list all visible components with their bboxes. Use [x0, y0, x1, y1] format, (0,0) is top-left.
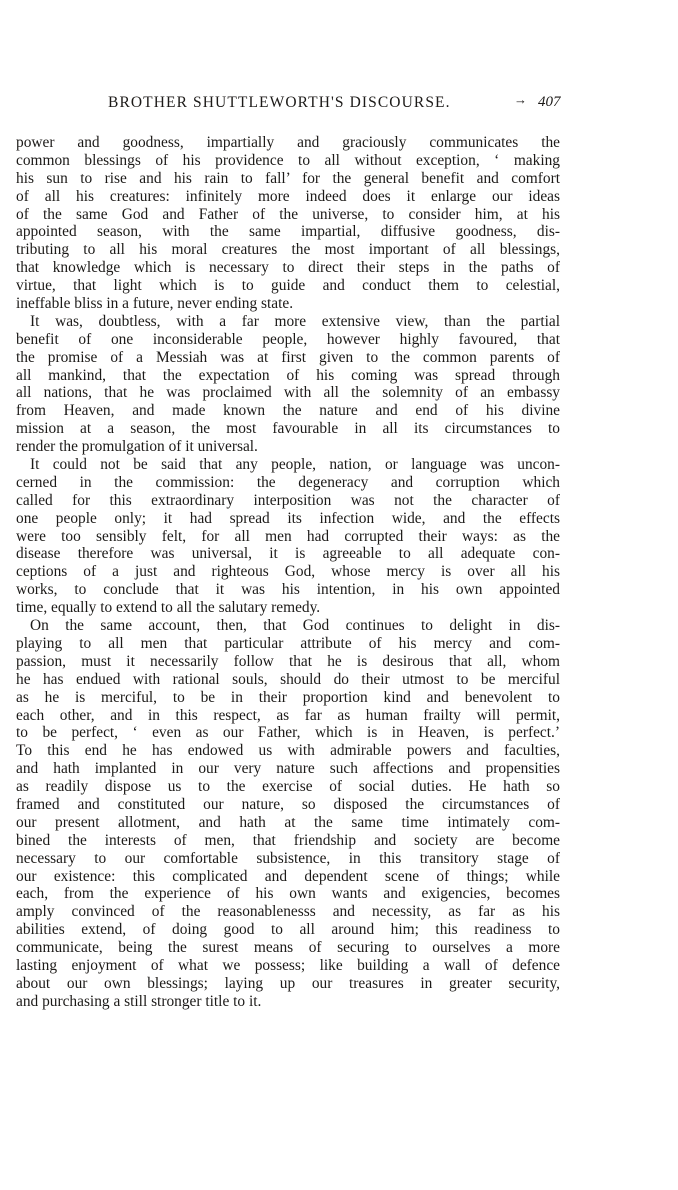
- paragraph-start-line: It was, doubtless, with a far more extensive view, than the partial: [30, 312, 560, 330]
- text-line: about our own blessings; laying up our treasures in greater security,: [16, 974, 560, 992]
- text-line: of the same God and Father of the universe, to consider him, at his: [16, 205, 560, 223]
- text-line: common blessings of his providence to all without exception, ‘ making: [16, 151, 560, 169]
- text-line: bined the interests of men, that friendship and society are become: [16, 831, 560, 849]
- text-line: the promise of a Messiah was at first given to the common parents of: [16, 348, 560, 366]
- text-line: that knowledge which is necessary to direct their steps in the paths of: [16, 259, 560, 277]
- text-line: his sun to rise and his rain to fall’ for the general benefit and comfort: [16, 169, 560, 187]
- text-line: To this end he has endowed us with admirable powers and faculties,: [16, 742, 560, 760]
- text-line: one people only; it had spread its infection wide, and the effects: [16, 509, 560, 527]
- text-line: tributing to all his moral creatures the most important of all blessings,: [16, 241, 560, 259]
- running-head-title: BROTHER SHUTTLEWORTH'S DISCOURSE.: [108, 94, 451, 111]
- paragraph-start-line: On the same account, then, that God continues to delight in dis-: [30, 617, 560, 635]
- text-line: framed and constituted our nature, so disposed the circumstances of: [16, 795, 560, 813]
- text-line: time, equally to extend to all the salutary remedy.: [16, 599, 321, 617]
- running-head: [108, 94, 568, 114]
- text-line: called for this extraordinary interposition was not the character of: [16, 491, 560, 509]
- text-line: our present allotment, and hath at the same time intimately com-: [16, 813, 560, 831]
- text-line: ineffable bliss in a future, never ending state.: [16, 295, 294, 313]
- text-line: of all his creatures: infinitely more indeed does it enlarge our ideas: [16, 187, 560, 205]
- text-line: power and goodness, impartially and graciously communicates the: [16, 134, 560, 151]
- text-line: as he is merciful, to be in their proportion kind and benevolent to: [16, 688, 560, 706]
- text-line: he has endued with rational souls, should do their utmost to be merciful: [16, 670, 560, 688]
- text-line: ceptions of a just and righteous God, whose mercy is over all his: [16, 563, 560, 581]
- text-line: mission at a season, the most favourable in all its circumstances to: [16, 420, 560, 438]
- text-line: all mankind, that the expectation of his coming was spread through: [16, 366, 560, 384]
- text-line: each other, and in this respect, as far as human frailty will permit,: [16, 706, 560, 724]
- text-line: passion, must it necessarily follow that he is desirous that all, whom: [16, 652, 560, 670]
- text-line: cerned in the commission: the degeneracy and corruption which: [16, 473, 560, 491]
- text-line: works, to conclude that it was his intention, in his own appointed: [16, 581, 560, 599]
- text-line: disease therefore was universal, it is agreeable to all adequate con-: [16, 545, 560, 563]
- text-line: playing to all men that particular attribute of his mercy and com-: [16, 634, 560, 652]
- paragraph-start-line: It could not be said that any people, nation, or language was uncon-: [30, 456, 560, 474]
- text-line: virtue, that light which is to guide and conduct them to celestial,: [16, 277, 560, 295]
- text-line: communicate, being the surest means of securing to ourselves a more: [16, 939, 560, 957]
- text-line: render the promulgation of it universal.: [16, 438, 258, 456]
- text-line: and purchasing a still stronger title to it.: [16, 992, 262, 1010]
- text-line: each, from the experience of his own wants and exigencies, becomes: [16, 885, 560, 903]
- text-line: as readily dispose us to the exercise of social duties. He hath so: [16, 778, 560, 796]
- text-line: our existence: this complicated and dependent scene of things; while: [16, 867, 560, 885]
- running-head-mark: →: [514, 92, 527, 107]
- page-number: 407: [538, 94, 561, 110]
- text-line: appointed season, with the same impartial, diffusive goodness, dis-: [16, 223, 560, 241]
- text-line: were too sensibly felt, for all men had corrupted their ways: as the: [16, 527, 560, 545]
- discourse-body: [16, 134, 560, 1011]
- text-line: to be perfect, ‘ even as our Father, which is in Heaven, is perfect.’: [16, 724, 560, 742]
- text-line: and hath implanted in our very nature such affections and propensities: [16, 760, 560, 778]
- text-line: lasting enjoyment of what we possess; like building a wall of defence: [16, 956, 560, 974]
- text-line: benefit of one inconsiderable people, however highly favoured, that: [16, 330, 560, 348]
- text-line: from Heaven, and made known the nature and end of his divine: [16, 402, 560, 420]
- text-line: all nations, that he was proclaimed with all the solemnity of an embassy: [16, 384, 560, 402]
- text-line: amply convinced of the reasonablenesss and necessity, as far as his: [16, 903, 560, 921]
- text-line: abilities extend, of doing good to all around him; this readiness to: [16, 921, 560, 939]
- text-line: necessary to our comfortable subsistence, in this transitory stage of: [16, 849, 560, 867]
